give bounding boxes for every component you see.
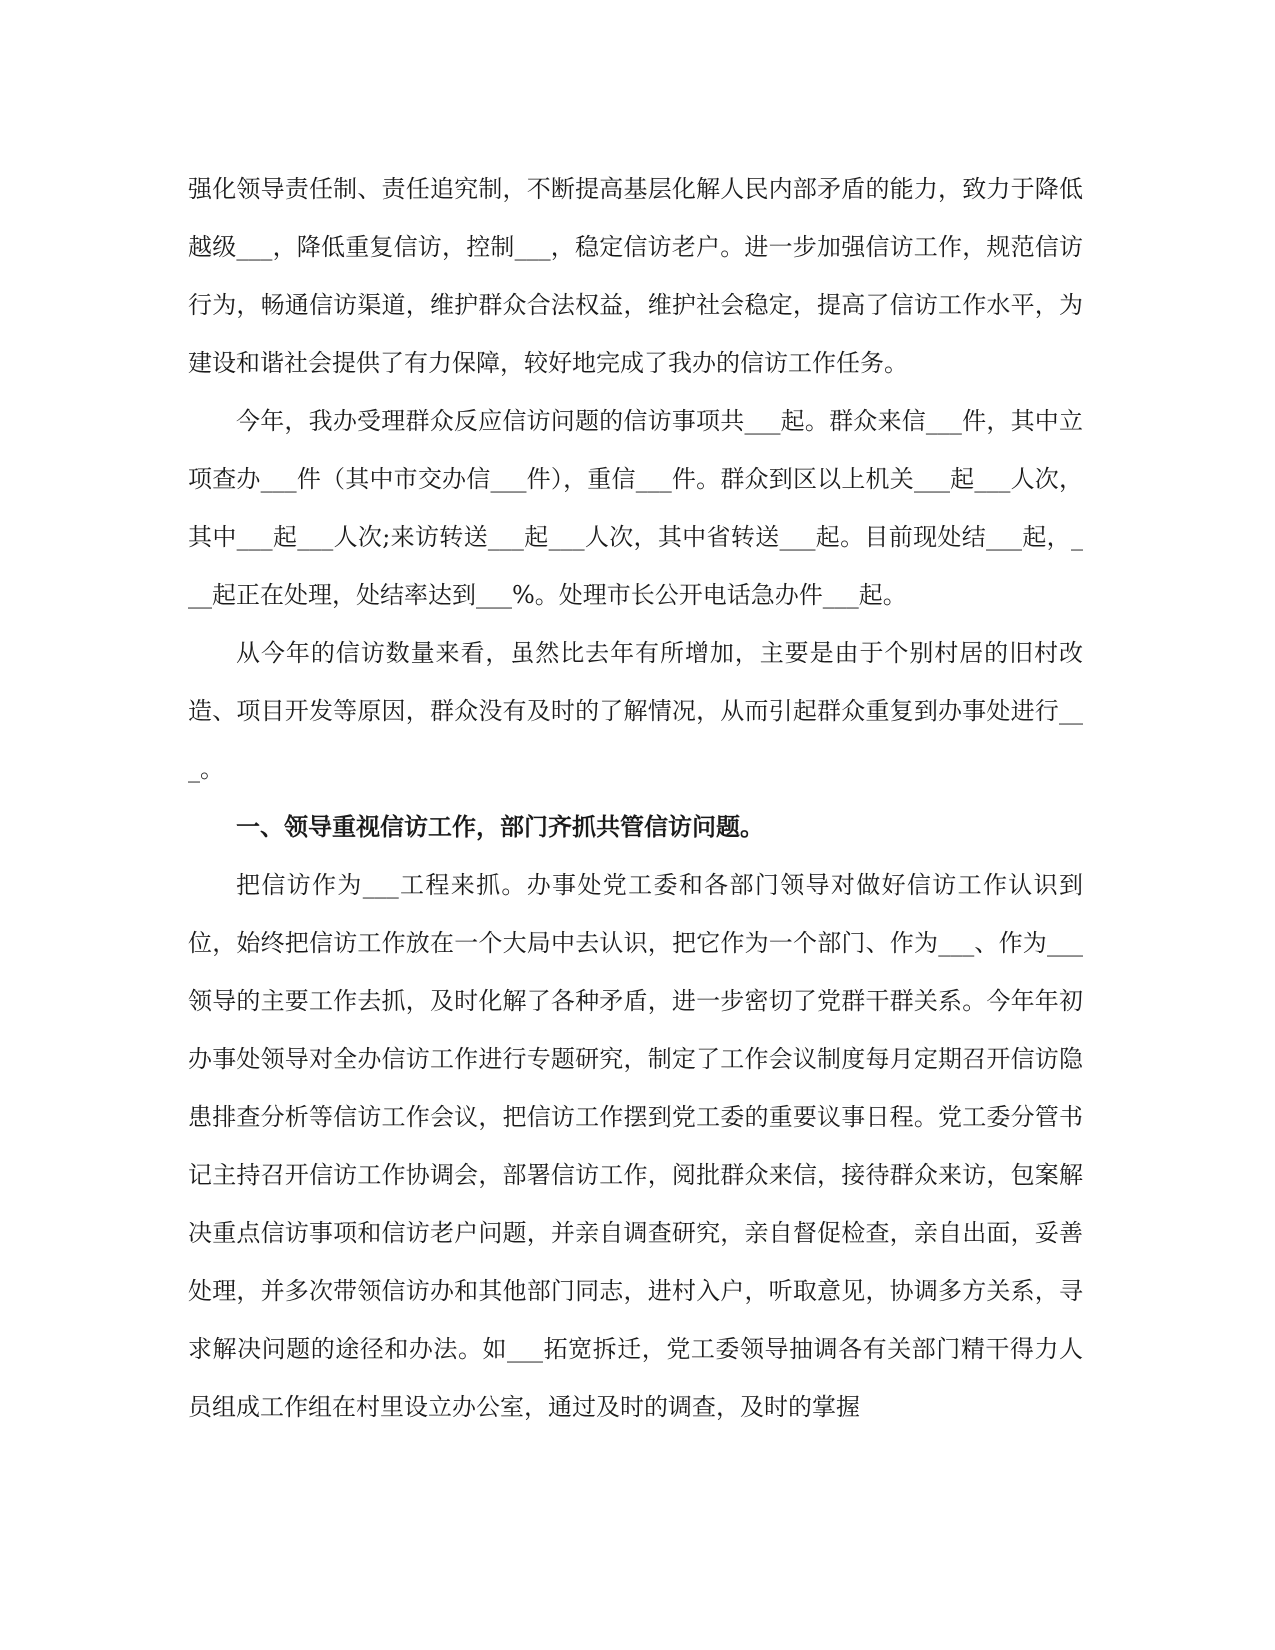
section-heading: 一、领导重视信访工作，部门齐抓共管信访问题。 <box>236 812 764 841</box>
paragraph-analysis: 从今年的信访数量来看，虽然比去年有所增加，主要是由于个别村居的旧村改造、项目开发等原因，群众没有及时的了解情况，从而引起群众重复到办事处进行___。 <box>188 639 1083 783</box>
paragraph-leadership: 把信访作为___工程来抓。办事处党工委和各部门领导对做好信访工作认识到位，始终把信访工作放在一个大局中去认识，把它作为一个部门、作为___、作为___领导的主要工作去抓，及时化解了各种矛盾，进一步密切了党群干群关系。今年年初办事处领导对全办信访工作进行专题研究，制定了工作会议制度每月定期召开信访隐患排查分析等信访工作会议，把信访工作摆到党工委的重要议事日程。党工委分管书记主持召开信访工作协调会，部署信访工作，阅批群众来信，接待群众来访，包案解决重点信访事项和信访老户问题，并亲自调查研究，亲自督促检查，亲自出面，妥善处理，并多次带领信访办和其他部门同志，进村入户，听取意见，协调多方关系，寻求解决问题的途径和办法。如___拓宽拆迁，党工委领导抽调各有关部门精干得力人员组成工作组在村里设立办公室，通过及时的调查，及时的掌握 <box>188 871 1083 1421</box>
document-body <box>188 160 1083 1436</box>
paragraph-continuation: 强化领导责任制、责任追究制，不断提高基层化解人民内部矛盾的能力，致力于降低越级___，降低重复信访，控制___，稳定信访老户。进一步加强信访工作，规范信访行为，畅通信访渠道，维护群众合法权益，维护社会稳定，提高了信访工作水平，为建设和谐社会提供了有力保障，较好地完成了我办的信访工作任务。 <box>188 175 1083 377</box>
paragraph-statistics: 今年，我办受理群众反应信访问题的信访事项共___起。群众来信___件，其中立项查办___件（其中市交办信___件），重信___件。群众到区以上机关___起___人次，其中___起___人次;来访转送___起___人次，其中省转送___起。目前现处结___起，___起正在处理，处结率达到___%。处理市长公开电话急办件___起。 <box>188 407 1083 609</box>
